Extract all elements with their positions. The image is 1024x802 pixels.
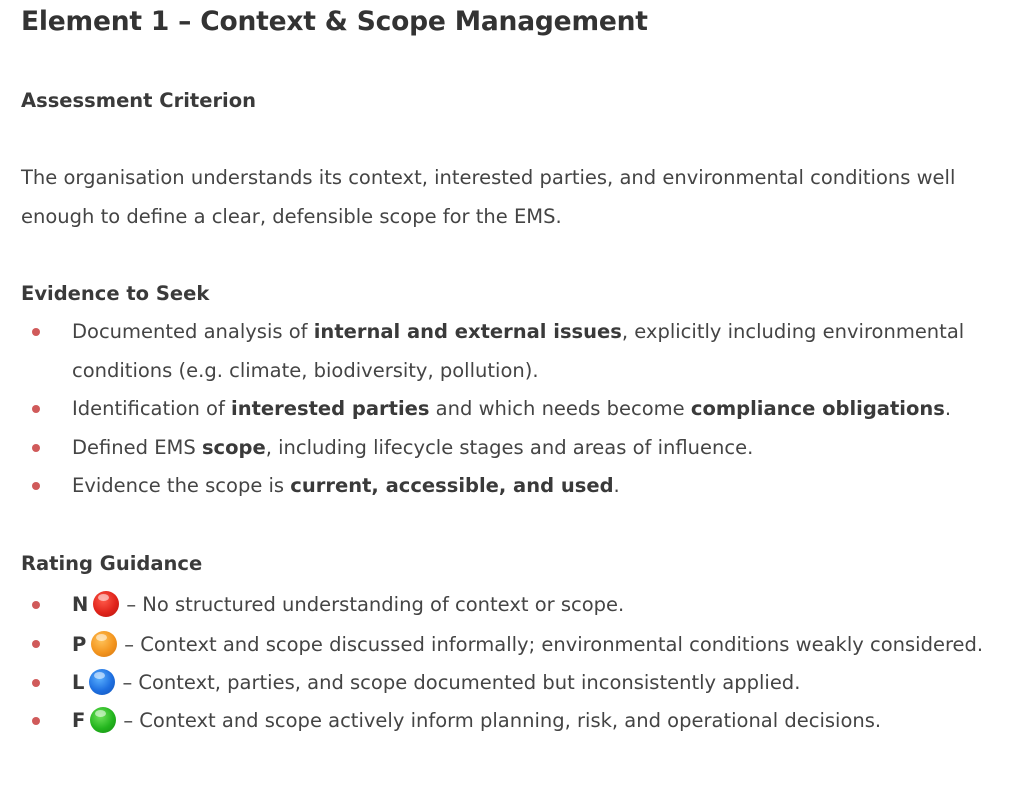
- rating-text: – Context and scope actively inform planning, risk, and operational decisions.: [123, 709, 882, 732]
- evidence-bold-text: scope: [201, 435, 266, 459]
- bullet-icon: [32, 640, 40, 648]
- rating-letter: P: [72, 632, 87, 656]
- bullet-icon: [32, 679, 40, 687]
- evidence-bold-text: current, accessible, and used: [290, 474, 614, 497]
- evidence-heading: Evidence to Seek: [21, 282, 210, 305]
- rating-text: – No structured understanding of context or scope.: [126, 593, 625, 616]
- evidence-list: [21, 313, 1011, 506]
- orange-circle-icon: [91, 631, 117, 657]
- rating-letter: L: [72, 670, 85, 694]
- evidence-item: Identification of interested parties and which needs become compliance obligations.: [21, 390, 1011, 429]
- red-circle-icon: [93, 591, 119, 617]
- bullet-icon: [32, 444, 40, 452]
- green-circle-icon: [90, 707, 116, 733]
- rating-item-p: [21, 625, 1011, 664]
- page-title: Element 1 – Context & Scope Management: [21, 6, 648, 37]
- rating-item-l: [21, 664, 1011, 703]
- assessment-heading: Assessment Criterion: [21, 89, 257, 112]
- evidence-bold-text: interested parties: [231, 397, 430, 420]
- bullet-icon: [32, 405, 40, 413]
- bullet-icon: [32, 717, 40, 725]
- bullet-icon: [32, 482, 40, 490]
- rating-text: – Context and scope discussed informally; environmental conditions weakly considered.: [124, 632, 984, 656]
- bullet-icon: [32, 601, 40, 609]
- rating-item-f: [21, 702, 1011, 741]
- assessment-text: The organisation understands its context, interested parties, and environmental conditions well enough to define a clear, defensible scope for the EMS.: [21, 166, 956, 228]
- rating-heading: Rating Guidance: [21, 552, 203, 575]
- blue-circle-icon: [89, 669, 115, 695]
- rating-letter: N: [72, 593, 89, 616]
- evidence-bold-text: compliance obligations: [690, 397, 945, 420]
- rating-letter: F: [72, 709, 86, 732]
- rating-text: – Context, parties, and scope documented but inconsistently applied.: [122, 670, 801, 694]
- evidence-item: Evidence the scope is current, accessible, and used.: [21, 467, 1011, 506]
- evidence-item: Defined EMS scope, including lifecycle stages and areas of influence.: [21, 429, 1011, 468]
- bullet-icon: [32, 328, 40, 336]
- rating-list: [21, 586, 1011, 741]
- evidence-item: Documented analysis of internal and external issues, explicitly including environmental conditions (e.g. climate, biodiversity, pollution).: [21, 313, 1011, 390]
- evidence-bold-text: internal and external issues: [313, 320, 622, 343]
- rating-item-n: [21, 586, 1011, 625]
